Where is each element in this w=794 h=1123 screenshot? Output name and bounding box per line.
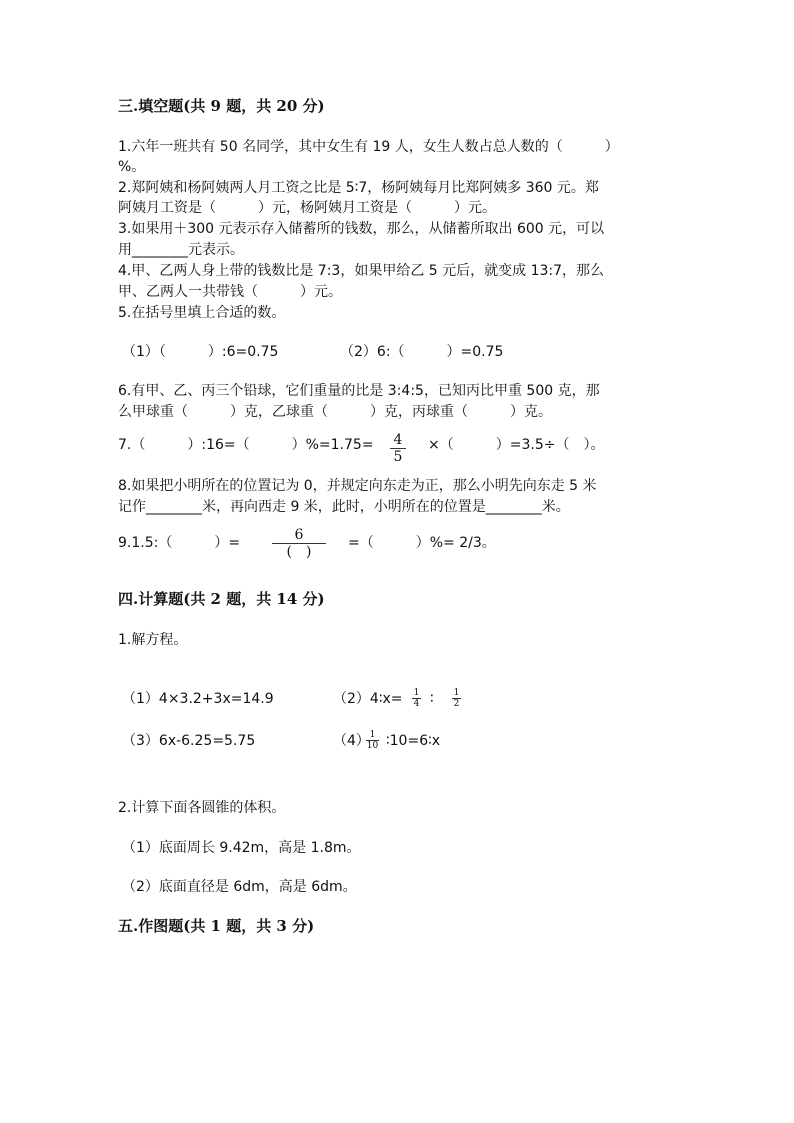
q6-line1: 6.有甲、乙、丙三个铅球，它们重量的比是 3:4:5，已知丙比甲重 500 克，那 [118, 383, 600, 399]
q7-numerator: 4 [390, 432, 406, 449]
q8-line2: 记作________米，再向西走 9 米，此时，小明所在的位置是________米。 [118, 499, 570, 515]
q2-line2: 阿姨月工资是（ ）元，杨阿姨月工资是（ ）元。 [118, 200, 496, 216]
equation-2-prefix: （2）4∶x= [333, 691, 403, 707]
q1-line1: 1.六年一班共有 50 名同学，其中女生有 19 人，女生人数占总人数的（ ） [118, 139, 619, 155]
q3-line1: 3.如果用＋300 元表示存入储蓄所的钱数，那么，从储蓄所取出 600 元，可以 [118, 221, 605, 237]
q5-part2: （2）6:（ ）=0.75 [340, 344, 504, 360]
equation-4-suffix: ∶10=6∶x [386, 733, 441, 749]
q7-fraction [390, 432, 406, 465]
equation-2-fraction-1 [412, 688, 421, 709]
e2-numerator-2: 1 [453, 688, 460, 698]
cone-1: （1）底面周长 9.42m，高是 1.8m。 [122, 840, 361, 856]
q5-part1: （1）（ ）:6=0.75 [122, 344, 279, 360]
equation-4-prefix: （4） [333, 733, 370, 749]
section-5-title: 五.作图题(共 1 题，共 3 分) [118, 917, 315, 935]
e4-numerator: 1 [366, 730, 379, 741]
q1-line2: %。 [118, 159, 146, 175]
q9-part1: 9.1.5:（ ）= [118, 535, 241, 551]
q7-part1: 7.（ ）:16=（ ）%=1.75= [118, 437, 374, 453]
q7-denominator: 5 [393, 449, 403, 465]
q5-text: 5.在括号里填上合适的数。 [118, 305, 286, 321]
equation-2-colon: ∶ [430, 691, 434, 707]
q2-line1: 2.郑阿姨和杨阿姨两人月工资之比是 5∶7，杨阿姨每月比郑阿姨多 360 元。郑 [118, 180, 599, 196]
q9-fraction [272, 527, 326, 560]
q4-line1: 4.甲、乙两人身上带的钱数比是 7:3，如果甲给乙 5 元后，就变成 13:7，那么 [118, 263, 605, 279]
cone-2: （2）底面直径是 6dm，高是 6dm。 [122, 879, 357, 895]
e2-denominator-1: 4 [413, 699, 420, 709]
calc-q1: 1.解方程。 [118, 632, 188, 648]
e2-numerator-1: 1 [413, 688, 420, 698]
q9-part2: =（ ）%= 2/3。 [348, 535, 496, 551]
q8-line1: 8.如果把小明所在的位置记为 0，并规定向东走为正，那么小明先向东走 5 米 [118, 478, 597, 494]
equation-1: （1）4×3.2+3x=14.9 [122, 691, 274, 707]
q9-numerator: 6 [272, 527, 326, 544]
q6-line2: 么甲球重（ ）克，乙球重（ ）克，丙球重（ ）克。 [118, 404, 552, 420]
q3-line2: 用________元表示。 [118, 242, 244, 258]
e2-denominator-2: 2 [453, 699, 460, 709]
equation-4-fraction [366, 730, 379, 751]
q4-line2: 甲、乙两人一共带钱（ ）元。 [118, 284, 342, 300]
e4-denominator: 10 [366, 741, 379, 751]
equation-3: （3）6x-6.25=5.75 [122, 733, 256, 749]
equation-2-fraction-2 [452, 688, 461, 709]
calc-q2: 2.计算下面各圆锥的体积。 [118, 800, 286, 816]
section-4-title: 四.计算题(共 2 题，共 14 分) [118, 590, 325, 608]
q9-denominator: ( ) [286, 544, 312, 560]
section-3-title: 三.填空题(共 9 题，共 20 分) [118, 97, 325, 115]
q7-part2: ×（ ）=3.5÷（ ）。 [428, 437, 605, 453]
